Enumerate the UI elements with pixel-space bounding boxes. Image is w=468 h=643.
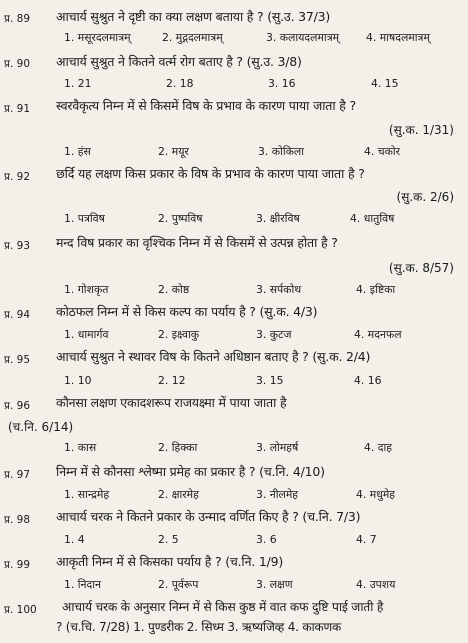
question-text: मन्द विष प्रकार का वृश्चिक निम्न में से किसमें से उत्पन्न होता है ? bbox=[56, 235, 338, 250]
option: 1. 4 bbox=[64, 533, 85, 546]
option: 1. कास bbox=[64, 441, 97, 454]
option: 3. कलायदलमात्रम् bbox=[266, 31, 340, 44]
option: 4. चकोर bbox=[364, 145, 401, 158]
option: 3. कोकिला bbox=[258, 145, 305, 158]
option: 4. उपशय bbox=[356, 578, 396, 591]
option: 1. हंस bbox=[64, 145, 91, 158]
option: 3. नीलमेह bbox=[256, 488, 299, 501]
reference: (सु.क. 2/6) bbox=[396, 190, 454, 204]
option: 1. पत्रविष bbox=[64, 212, 105, 225]
question-number: प्र. 90 bbox=[4, 58, 31, 70]
question-text: स्वरवैकृत्य निम्न में से किसमें विष के प्रभाव के कारण पाया जाता है ? bbox=[56, 98, 356, 113]
option: 2. मयूर bbox=[158, 145, 189, 158]
option: 4. दाह bbox=[364, 441, 392, 454]
option: 2. क्षारमेह bbox=[158, 488, 199, 501]
reference: (सु.क. 1/31) bbox=[388, 123, 454, 137]
question-number: प्र. 100 bbox=[4, 604, 37, 616]
option: 1. 21 bbox=[64, 77, 92, 90]
option: 4. मदनफल bbox=[354, 328, 402, 341]
reference: (सु.क. 8/57) bbox=[388, 261, 454, 275]
question-text: निम्न में से कौनसा श्लेष्मा प्रमेह का प्रकार है ? (च.नि. 4/10) bbox=[56, 464, 325, 479]
option: 1. धामार्गव bbox=[64, 328, 109, 341]
question-text: कौनसा लक्षण एकादशरूप राजयक्ष्मा में पाया जाता है bbox=[56, 395, 287, 410]
question-number: प्र. 95 bbox=[4, 354, 31, 366]
option: 1. 10 bbox=[64, 374, 92, 387]
question-number: प्र. 91 bbox=[4, 103, 31, 115]
reference: (च.नि. 6/14) bbox=[8, 420, 74, 434]
question-number: प्र. 98 bbox=[4, 514, 31, 526]
option: 3. 15 bbox=[256, 374, 284, 387]
option: 3. क्षीरविष bbox=[256, 212, 300, 225]
option: 4. 15 bbox=[371, 77, 399, 90]
option: 2. 12 bbox=[158, 374, 186, 387]
option: 1. सान्द्रमेह bbox=[64, 488, 110, 501]
option: 2. मुद्गदलमात्रम् bbox=[162, 31, 223, 44]
option: 2. 5 bbox=[158, 533, 179, 546]
option: 3. 6 bbox=[256, 533, 277, 546]
option: 4. 16 bbox=[354, 374, 382, 387]
question-text: आचार्य चरक ने कितने प्रकार के उन्माद वर्णित किए है ? (च.नि. 7/3) bbox=[56, 509, 361, 524]
option: 4. मधुमेह bbox=[356, 488, 396, 501]
option: 3. लोमहर्ष bbox=[256, 441, 299, 454]
option: 1. गोशकृत bbox=[64, 283, 109, 296]
question-text: आचार्य सुश्रुत ने स्थावर विष के कितने अधिष्ठान बताए है ? (सु.क. 2/4) bbox=[56, 349, 371, 364]
option: 3. लक्षण bbox=[256, 578, 293, 591]
option: 3. सर्पकोथ bbox=[256, 283, 302, 296]
question-text-continued: ? (च.चि. 7/28) 1. पुण्डरीक 2. सिध्म 3. ऋष्यजिव्ह 4. काकणक bbox=[56, 620, 342, 634]
question-text: आचार्य सुश्रुत ने कितने वर्त्म रोग बताए है ? (सु.उ. 3/8) bbox=[56, 54, 302, 69]
question-number: प्र. 96 bbox=[4, 400, 31, 412]
option: 4. इष्टिका bbox=[356, 283, 396, 296]
option: 1. मसूरदलमात्रम् bbox=[64, 31, 131, 44]
question-number: प्र. 89 bbox=[4, 13, 31, 25]
question-text: छर्दि यह लक्षण किस प्रकार के विष के प्रभाव के कारण पाया जाता है ? bbox=[56, 166, 365, 181]
question-number: प्र. 92 bbox=[4, 171, 31, 183]
option: 2. कोष्ठ bbox=[158, 283, 190, 296]
option: 4. माषदलमात्रम् bbox=[366, 31, 430, 44]
question-text: आचार्य चरक के अनुसार निम्न में से किस कुष्ठ में वात कफ दुष्टि पाई जाती है bbox=[62, 600, 384, 614]
question-number: प्र. 94 bbox=[4, 309, 31, 321]
question-number: प्र. 97 bbox=[4, 469, 31, 481]
option: 3. कुटज bbox=[256, 328, 292, 341]
option: 2. पूर्वरूप bbox=[158, 578, 199, 591]
option: 4. 7 bbox=[356, 533, 377, 546]
option: 3. 16 bbox=[268, 77, 296, 90]
option: 2. इक्ष्वाकु bbox=[158, 328, 200, 341]
option: 4. धातुविष bbox=[350, 212, 395, 225]
option: 1. निदान bbox=[64, 578, 102, 591]
option: 2. 18 bbox=[166, 77, 194, 90]
option: 2. हिक्का bbox=[158, 441, 198, 454]
question-text: आकृती निम्न में से किसका पर्याय है ? (च.नि. 1/9) bbox=[56, 554, 284, 569]
question-text: आचार्य सुश्रुत ने दृष्टी का क्या लक्षण बताया है ? (सु.उ. 37/3) bbox=[56, 9, 331, 24]
question-number: प्र. 99 bbox=[4, 559, 31, 571]
question-text: कोठफल निम्न में से किस कल्प का पर्याय है ? (सु.क. 4/3) bbox=[56, 304, 318, 319]
option: 2. पुष्पविष bbox=[158, 212, 203, 225]
question-number: प्र. 93 bbox=[4, 240, 31, 252]
